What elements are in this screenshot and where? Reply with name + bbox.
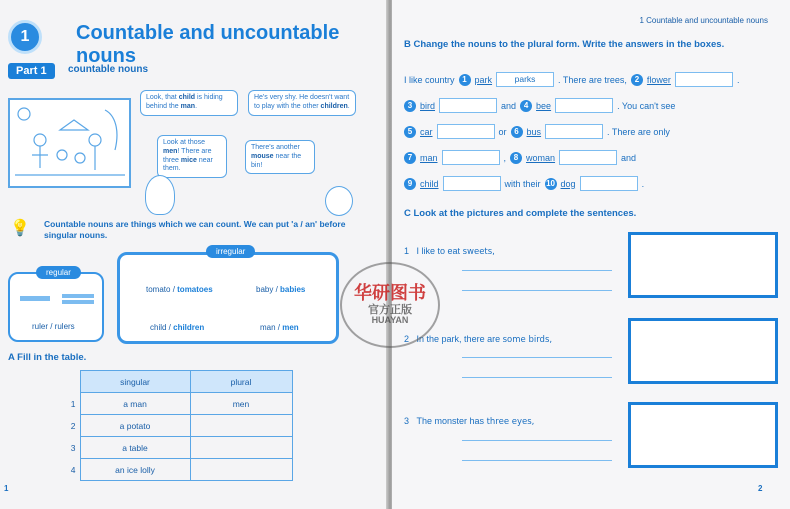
page-number: 1 xyxy=(4,484,9,493)
item-number: 4 xyxy=(520,100,532,112)
table-row: 3 a table xyxy=(60,437,292,459)
answer-line[interactable] xyxy=(462,357,612,358)
park-birds-picture xyxy=(628,318,778,384)
noun-word: dog xyxy=(560,178,576,189)
left-page xyxy=(0,0,388,509)
exercise-line xyxy=(404,98,675,113)
item-number: 9 xyxy=(404,178,416,190)
tip-text: Countable nouns are things which we can count. We can put 'a / an' before singular nouns. xyxy=(44,219,346,241)
stamp-line: 华研图书 xyxy=(354,283,426,304)
sentence-text: or xyxy=(498,126,507,137)
speech-bubble: Look at those men! There are three mice near them. xyxy=(157,135,227,178)
item-number: 2 xyxy=(631,74,643,86)
plural-answer[interactable] xyxy=(190,415,292,437)
park-scene-illustration xyxy=(8,98,131,188)
sentence-text: . There are only xyxy=(607,126,670,137)
answer-line[interactable] xyxy=(462,270,612,271)
item-number: 6 xyxy=(511,126,523,138)
exercise-line xyxy=(404,150,636,165)
speech-bubble: He's very shy. He doesn't want to play with the other children. xyxy=(248,90,356,116)
sentence-text: . There are trees, xyxy=(558,74,627,85)
noun-word: car xyxy=(420,126,433,137)
exercise-line xyxy=(404,176,644,191)
answer-line[interactable] xyxy=(462,290,612,291)
answer-box[interactable] xyxy=(545,124,603,139)
noun-word: man xyxy=(420,152,438,163)
stamp-line: HUAYAN xyxy=(371,315,409,325)
answer-box[interactable] xyxy=(443,176,501,191)
header-plural: plural xyxy=(190,371,292,393)
regular-example: ruler / rulers xyxy=(32,322,75,331)
item-number: 1 xyxy=(459,74,471,86)
sentence-text: and xyxy=(621,152,637,163)
noun-word: flower xyxy=(646,74,671,85)
irregular-example: man / men xyxy=(260,323,299,332)
regular-label: regular xyxy=(36,266,81,279)
page-title: Countable and uncountable nouns xyxy=(76,22,340,67)
sentence-text: I like country xyxy=(404,74,455,85)
sentence-text: , xyxy=(503,152,507,163)
noun-word: bus xyxy=(526,126,542,137)
exercise-line xyxy=(404,72,739,87)
table-row: 4 an ice lolly xyxy=(60,459,292,481)
sentence-text: with their xyxy=(504,178,541,189)
irregular-example: baby / babies xyxy=(256,285,306,294)
table-row: 2 a potato xyxy=(60,415,292,437)
question: 1 I like to eat sweets, xyxy=(404,246,495,257)
item-number: 8 xyxy=(510,152,522,164)
girl-character-icon xyxy=(145,175,175,215)
answer-line[interactable] xyxy=(462,377,612,378)
irregular-box xyxy=(117,247,339,344)
item-number: 10 xyxy=(546,179,555,188)
section-b-heading: B Change the nouns to the plural form. Write the answers in the boxes. xyxy=(404,39,725,50)
noun-word: woman xyxy=(526,152,556,163)
speech-bubble: There's another mouse near the bin! xyxy=(245,140,315,174)
right-page xyxy=(392,0,790,509)
sweets-picture xyxy=(628,232,778,298)
part-title: countable nouns xyxy=(68,64,148,75)
answer-box[interactable] xyxy=(675,72,733,87)
item-number: 3 xyxy=(404,100,416,112)
question: 3 The monster has three eyes, xyxy=(404,416,535,427)
answer-box[interactable] xyxy=(437,124,495,139)
header-singular: singular xyxy=(80,371,190,393)
boy-character-icon xyxy=(325,186,353,216)
irregular-example: child / children xyxy=(150,323,205,332)
answer-box[interactable]: parks xyxy=(496,72,554,87)
answer-line[interactable] xyxy=(462,460,612,461)
sentence-text: . xyxy=(641,178,645,189)
table-row: 1 a man men xyxy=(60,393,292,415)
section-c-heading: C Look at the pictures and complete the sentences. xyxy=(404,208,637,219)
section-a-heading: A Fill in the table. xyxy=(8,352,87,363)
irregular-example: tomato / tomatoes xyxy=(146,285,213,294)
answer-box[interactable] xyxy=(559,150,617,165)
answer-box[interactable] xyxy=(442,150,500,165)
rulers-icon xyxy=(62,294,94,304)
speech-bubble: Look, that child is hiding behind the man. xyxy=(140,90,238,116)
irregular-label: irregular xyxy=(206,245,255,258)
sentence-text: . You can't see xyxy=(617,100,676,111)
plural-table xyxy=(60,370,293,481)
plural-answer[interactable] xyxy=(190,437,292,459)
noun-word: bee xyxy=(536,100,552,111)
answer-box[interactable] xyxy=(580,176,638,191)
watermark-stamp xyxy=(340,262,440,348)
monster-picture xyxy=(628,402,778,468)
plural-answer[interactable] xyxy=(190,459,292,481)
question: 2 In the park, there are some birds, xyxy=(404,334,553,345)
ruler-icon xyxy=(20,296,50,301)
stamp-line: 官方正版 xyxy=(368,303,412,316)
item-number: 7 xyxy=(404,152,416,164)
regular-box xyxy=(8,268,104,342)
noun-word: park xyxy=(474,74,493,85)
lightbulb-icon: 💡 xyxy=(10,220,30,237)
sentence-text: . xyxy=(736,74,740,85)
noun-word: child xyxy=(420,178,439,189)
page-number: 2 xyxy=(758,484,763,493)
answer-line[interactable] xyxy=(462,440,612,441)
item-number: 5 xyxy=(404,126,416,138)
part-label: Part 1 xyxy=(8,63,55,79)
running-header: 1 Countable and uncountable nouns xyxy=(639,16,768,25)
plural-answer[interactable]: men xyxy=(190,393,292,415)
answer-box[interactable] xyxy=(555,98,613,113)
exercise-line xyxy=(404,124,670,139)
sentence-text: and xyxy=(501,100,517,111)
noun-word: bird xyxy=(420,100,436,111)
unit-badge: 1 xyxy=(8,20,42,54)
answer-box[interactable] xyxy=(439,98,497,113)
